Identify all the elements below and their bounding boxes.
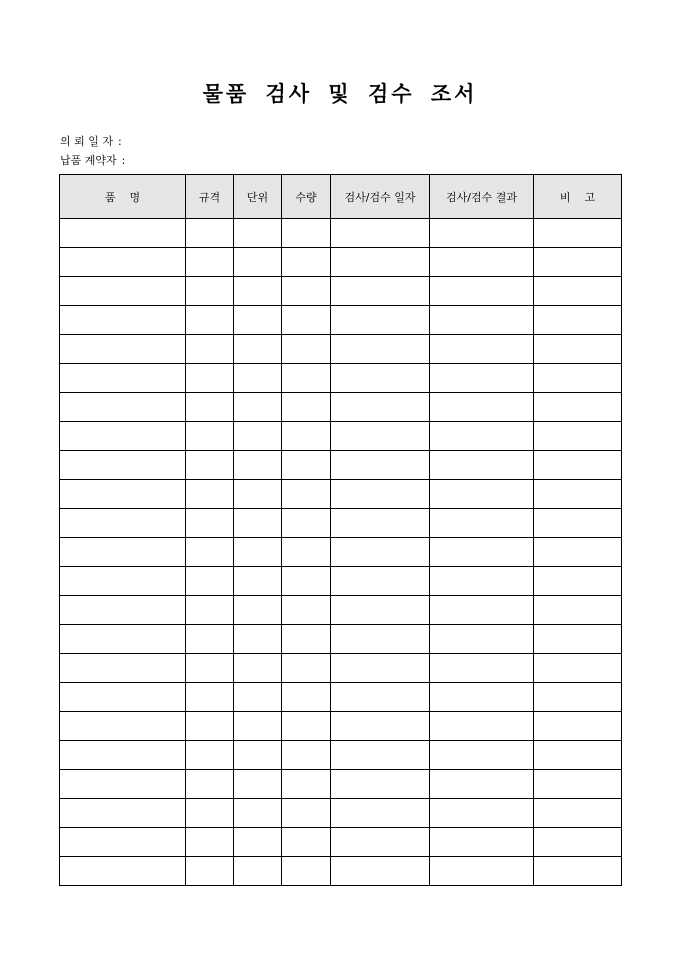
cell-spec xyxy=(186,567,234,596)
cell-spec xyxy=(186,393,234,422)
cell-inspection-result xyxy=(430,480,534,509)
cell-inspection-result xyxy=(430,567,534,596)
table-row xyxy=(60,335,622,364)
cell-remarks xyxy=(534,393,622,422)
cell-inspection-result xyxy=(430,277,534,306)
cell-quantity xyxy=(282,625,331,654)
cell-item-name xyxy=(60,480,186,509)
table-row xyxy=(60,596,622,625)
cell-inspection-date xyxy=(331,248,430,277)
cell-spec xyxy=(186,480,234,509)
cell-quantity xyxy=(282,306,331,335)
cell-inspection-result xyxy=(430,393,534,422)
cell-item-name xyxy=(60,654,186,683)
cell-unit xyxy=(234,770,282,799)
cell-inspection-date xyxy=(331,451,430,480)
cell-unit xyxy=(234,248,282,277)
cell-spec xyxy=(186,219,234,248)
cell-unit xyxy=(234,828,282,857)
cell-inspection-date xyxy=(331,480,430,509)
cell-unit xyxy=(234,335,282,364)
cell-unit xyxy=(234,306,282,335)
cell-inspection-result xyxy=(430,741,534,770)
cell-inspection-date xyxy=(331,828,430,857)
cell-quantity xyxy=(282,248,331,277)
cell-unit xyxy=(234,596,282,625)
cell-quantity xyxy=(282,451,331,480)
cell-quantity xyxy=(282,277,331,306)
cell-remarks xyxy=(534,857,622,886)
inspection-table xyxy=(59,174,622,886)
table-row xyxy=(60,712,622,741)
supplier-field xyxy=(60,152,125,168)
cell-inspection-date xyxy=(331,654,430,683)
cell-remarks xyxy=(534,683,622,712)
cell-quantity xyxy=(282,712,331,741)
cell-quantity xyxy=(282,538,331,567)
cell-remarks xyxy=(534,422,622,451)
cell-spec xyxy=(186,857,234,886)
cell-spec xyxy=(186,451,234,480)
cell-inspection-date xyxy=(331,770,430,799)
cell-unit xyxy=(234,219,282,248)
cell-item-name xyxy=(60,683,186,712)
cell-inspection-date xyxy=(331,625,430,654)
cell-inspection-result xyxy=(430,625,534,654)
cell-unit xyxy=(234,422,282,451)
cell-remarks xyxy=(534,828,622,857)
cell-item-name xyxy=(60,364,186,393)
cell-unit xyxy=(234,538,282,567)
cell-item-name xyxy=(60,770,186,799)
cell-unit xyxy=(234,480,282,509)
cell-inspection-date xyxy=(331,683,430,712)
cell-inspection-result xyxy=(430,683,534,712)
table-row xyxy=(60,654,622,683)
table-row xyxy=(60,393,622,422)
cell-inspection-result xyxy=(430,770,534,799)
cell-item-name xyxy=(60,219,186,248)
cell-quantity xyxy=(282,654,331,683)
cell-remarks xyxy=(534,625,622,654)
cell-unit xyxy=(234,625,282,654)
cell-spec xyxy=(186,306,234,335)
request-date-colon: : xyxy=(118,135,122,148)
cell-quantity xyxy=(282,857,331,886)
cell-unit xyxy=(234,857,282,886)
cell-item-name xyxy=(60,248,186,277)
cell-item-name xyxy=(60,712,186,741)
cell-quantity xyxy=(282,683,331,712)
cell-item-name xyxy=(60,799,186,828)
cell-inspection-result xyxy=(430,712,534,741)
cell-item-name xyxy=(60,451,186,480)
table-row xyxy=(60,799,622,828)
cell-item-name xyxy=(60,567,186,596)
cell-quantity xyxy=(282,799,331,828)
cell-inspection-result xyxy=(430,306,534,335)
table-body xyxy=(60,219,622,886)
cell-inspection-result xyxy=(430,596,534,625)
cell-quantity xyxy=(282,770,331,799)
cell-spec xyxy=(186,277,234,306)
cell-spec xyxy=(186,712,234,741)
cell-inspection-result xyxy=(430,219,534,248)
cell-spec xyxy=(186,248,234,277)
cell-inspection-date xyxy=(331,857,430,886)
cell-inspection-date xyxy=(331,596,430,625)
supplier-colon: : xyxy=(121,154,126,167)
cell-inspection-date xyxy=(331,509,430,538)
cell-item-name xyxy=(60,741,186,770)
cell-item-name xyxy=(60,335,186,364)
cell-remarks xyxy=(534,596,622,625)
supplier-label: 납품 계약자 xyxy=(60,154,117,167)
header-unit: 단위 xyxy=(234,175,282,219)
table-row xyxy=(60,538,622,567)
cell-remarks xyxy=(534,567,622,596)
cell-remarks xyxy=(534,277,622,306)
cell-inspection-result xyxy=(430,509,534,538)
cell-inspection-date xyxy=(331,335,430,364)
cell-item-name xyxy=(60,509,186,538)
table-row xyxy=(60,625,622,654)
table-row xyxy=(60,364,622,393)
cell-unit xyxy=(234,364,282,393)
cell-quantity xyxy=(282,219,331,248)
cell-remarks xyxy=(534,799,622,828)
cell-spec xyxy=(186,799,234,828)
header-item-name: 품 명 xyxy=(60,175,186,219)
cell-unit xyxy=(234,393,282,422)
cell-item-name xyxy=(60,828,186,857)
table-row xyxy=(60,451,622,480)
cell-unit xyxy=(234,509,282,538)
cell-item-name xyxy=(60,277,186,306)
cell-spec xyxy=(186,509,234,538)
cell-spec xyxy=(186,654,234,683)
cell-quantity xyxy=(282,393,331,422)
header-quantity: 수량 xyxy=(282,175,331,219)
cell-inspection-date xyxy=(331,567,430,596)
cell-inspection-date xyxy=(331,712,430,741)
cell-inspection-date xyxy=(331,799,430,828)
header-inspection-result: 검사/검수 결과 xyxy=(430,175,534,219)
cell-remarks xyxy=(534,654,622,683)
cell-inspection-result xyxy=(430,451,534,480)
header-remarks: 비 고 xyxy=(534,175,622,219)
cell-remarks xyxy=(534,451,622,480)
cell-spec xyxy=(186,335,234,364)
cell-quantity xyxy=(282,509,331,538)
cell-spec xyxy=(186,683,234,712)
cell-quantity xyxy=(282,567,331,596)
cell-quantity xyxy=(282,335,331,364)
cell-inspection-date xyxy=(331,219,430,248)
table-row xyxy=(60,857,622,886)
cell-inspection-date xyxy=(331,538,430,567)
cell-unit xyxy=(234,451,282,480)
table-row xyxy=(60,219,622,248)
cell-inspection-date xyxy=(331,364,430,393)
cell-quantity xyxy=(282,364,331,393)
cell-unit xyxy=(234,712,282,741)
cell-inspection-date xyxy=(331,741,430,770)
cell-inspection-result xyxy=(430,538,534,567)
document-title: 물품 검사 및 검수 조서 xyxy=(202,81,478,106)
cell-remarks xyxy=(534,770,622,799)
table-row xyxy=(60,422,622,451)
table-row xyxy=(60,741,622,770)
cell-remarks xyxy=(534,364,622,393)
cell-remarks xyxy=(534,248,622,277)
cell-inspection-result xyxy=(430,422,534,451)
table-row xyxy=(60,480,622,509)
cell-item-name xyxy=(60,625,186,654)
cell-item-name xyxy=(60,857,186,886)
table-row xyxy=(60,770,622,799)
cell-item-name xyxy=(60,538,186,567)
header-inspection-date: 검사/검수 일자 xyxy=(331,175,430,219)
cell-unit xyxy=(234,277,282,306)
cell-item-name xyxy=(60,596,186,625)
cell-remarks xyxy=(534,509,622,538)
cell-remarks xyxy=(534,480,622,509)
cell-item-name xyxy=(60,306,186,335)
cell-unit xyxy=(234,683,282,712)
cell-inspection-date xyxy=(331,277,430,306)
cell-remarks xyxy=(534,219,622,248)
table-row xyxy=(60,248,622,277)
header-spec: 규격 xyxy=(186,175,234,219)
table-row xyxy=(60,683,622,712)
request-date-field xyxy=(60,133,122,149)
cell-unit xyxy=(234,741,282,770)
cell-quantity xyxy=(282,422,331,451)
cell-spec xyxy=(186,770,234,799)
cell-remarks xyxy=(534,712,622,741)
cell-unit xyxy=(234,567,282,596)
cell-item-name xyxy=(60,393,186,422)
cell-item-name xyxy=(60,422,186,451)
cell-inspection-result xyxy=(430,248,534,277)
cell-remarks xyxy=(534,538,622,567)
cell-inspection-result xyxy=(430,799,534,828)
cell-spec xyxy=(186,828,234,857)
cell-inspection-result xyxy=(430,857,534,886)
table-row xyxy=(60,277,622,306)
request-date-label: 의 뢰 일 자 xyxy=(60,135,113,148)
cell-inspection-result xyxy=(430,654,534,683)
cell-quantity xyxy=(282,741,331,770)
cell-spec xyxy=(186,625,234,654)
cell-inspection-date xyxy=(331,422,430,451)
cell-spec xyxy=(186,422,234,451)
cell-inspection-result xyxy=(430,364,534,393)
table-row xyxy=(60,306,622,335)
cell-inspection-date xyxy=(331,393,430,422)
cell-spec xyxy=(186,538,234,567)
cell-remarks xyxy=(534,741,622,770)
cell-inspection-date xyxy=(331,306,430,335)
table-row xyxy=(60,567,622,596)
cell-unit xyxy=(234,799,282,828)
cell-quantity xyxy=(282,480,331,509)
cell-inspection-result xyxy=(430,335,534,364)
cell-quantity xyxy=(282,596,331,625)
table-header-row xyxy=(60,175,622,219)
cell-inspection-result xyxy=(430,828,534,857)
cell-remarks xyxy=(534,306,622,335)
cell-remarks xyxy=(534,335,622,364)
cell-unit xyxy=(234,654,282,683)
cell-spec xyxy=(186,741,234,770)
table-row xyxy=(60,828,622,857)
cell-spec xyxy=(186,364,234,393)
table-row xyxy=(60,509,622,538)
cell-quantity xyxy=(282,828,331,857)
cell-spec xyxy=(186,596,234,625)
